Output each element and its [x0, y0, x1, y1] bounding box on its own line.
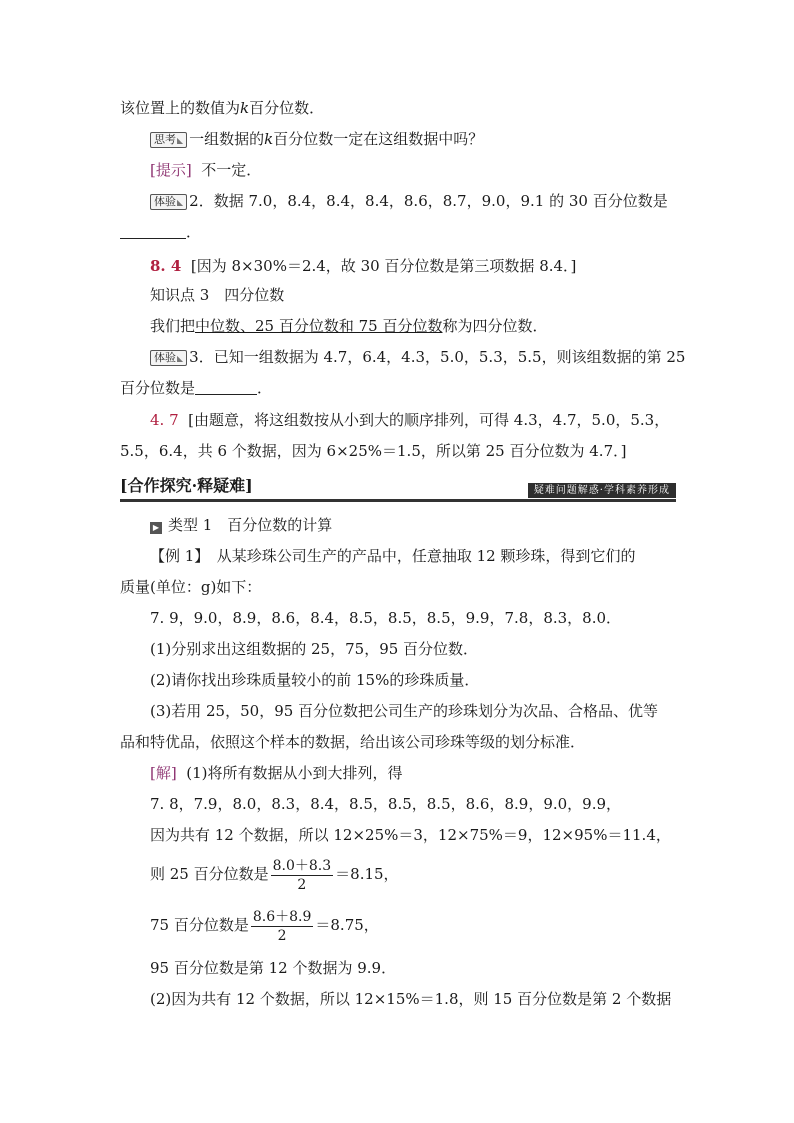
- answer-3-cont: 5.5，6.4，共 6 个数据，因为 6×25%＝1.5，所以第 25 百分位数为 4.7．]: [120, 442, 627, 460]
- think-question: 思考 ◣ 一组数据的k百分位数一定在这组数据中吗？: [150, 129, 676, 149]
- sorted-data: 7. 8，7.9，8.0，8.3，8.4，8.5，8.5，8.5，8.6，8.9，9.0，9.9，: [150, 795, 622, 813]
- example-heading: 【例 1】 从某珍珠公司生产的产品中，任意抽取 12 颗珍珠，得到它们的: [150, 547, 636, 565]
- solution-step-1: [解] (1)将所有数据从小到大排列，得: [150, 764, 403, 782]
- question-1: (1)分别求出这组数据的 25，75，95 百分位数．: [150, 640, 479, 658]
- answer-2: 8. 4 [因为 8×30%＝2.4，故 30 百分位数是第三项数据 8.4．]: [150, 257, 577, 275]
- answer-value: 8. 4: [150, 257, 182, 275]
- experience-2-blank: ．: [120, 222, 676, 242]
- experience-3-cont: 百分位数是 ．: [120, 379, 273, 397]
- experience-tag: 体验 ◣: [150, 194, 187, 210]
- play-triangle-icon: ▶: [150, 522, 162, 534]
- solution-step-2: (2)因为共有 12 个数据，所以 12×15%＝1.8，则 15 百分位数是第 2 个数据: [150, 990, 672, 1008]
- type-heading: ▶ 类型 1 百分位数的计算: [150, 515, 676, 535]
- p95-result: 95 百分位数是第 12 个数据为 9.9．: [150, 959, 397, 977]
- answer-3: 4. 7 [由题意，将这组数按从小到大的顺序排列，可得 4.3，4.7，5.0，5.3，: [150, 411, 670, 429]
- knowledge-point-3: 知识点 3 四分位数: [150, 286, 285, 304]
- solution-label: [解]: [150, 764, 177, 782]
- hint-label: [提示]: [150, 161, 192, 179]
- section-title: [合作探究·释疑难]: [120, 476, 253, 495]
- text-line: 该位置上的数值为k百分位数．: [120, 99, 325, 117]
- calculation: 因为共有 12 个数据，所以 12×25%＝3，12×75%＝9，12×95%＝11.4，: [150, 826, 671, 844]
- fraction: $\frac{8.6+8.9}{2}$: [252, 908, 312, 944]
- experience-3: 体验 ◣ 3．已知一组数据为 4.7，6.4，4.3，5.0，5.3，5.5，则该组数据的第 25: [150, 347, 676, 367]
- answer-blank: [195, 380, 257, 395]
- think-tag: 思考 ◣: [150, 132, 187, 148]
- experience-tag: 体验 ◣: [150, 350, 187, 366]
- example-heading-cont: 质量(单位：g)如下：: [120, 578, 262, 596]
- hint-line: [提示] 不一定．: [150, 161, 262, 179]
- section-subtitle: 疑难问题解惑·学科素养形成: [528, 483, 676, 498]
- question-3: (3)若用 25，50，95 百分位数把公司生产的珍珠划分为次品、合格品、优等: [150, 702, 659, 720]
- question-3-cont: 品和特优品，依照这个样本的数据，给出该公司珍珠等级的划分标准．: [120, 733, 586, 751]
- section-header: [120, 475, 676, 502]
- answer-blank: [120, 224, 186, 239]
- experience-2: 体验 ◣ 2．数据 7.0，8.4，8.4，8.4，8.6，8.7，9.0，9.1 的 30 百分位数是: [150, 191, 676, 211]
- question-2: (2)请你找出珍珠质量较小的前 15%的珍珠质量．: [150, 671, 480, 689]
- example-data: 7. 9，9.0，8.9，8.6，8.4，8.5，8.5，8.5，9.9，7.8，8.3，8.0．: [150, 609, 622, 627]
- answer-value: 4. 7: [150, 411, 179, 429]
- quartile-definition: 我们把中位数、25 百分位数和 75 百分位数称为四分位数．: [150, 317, 548, 335]
- p25-result: 则 25 百分位数是 $\frac{8.0+8.3}{2}$ ＝8.15，: [150, 857, 399, 893]
- p75-result: 75 百分位数是 $\frac{8.6+8.9}{2}$ ＝8.75，: [150, 908, 379, 944]
- fraction: $\frac{8.0+8.3}{2}$: [272, 857, 332, 893]
